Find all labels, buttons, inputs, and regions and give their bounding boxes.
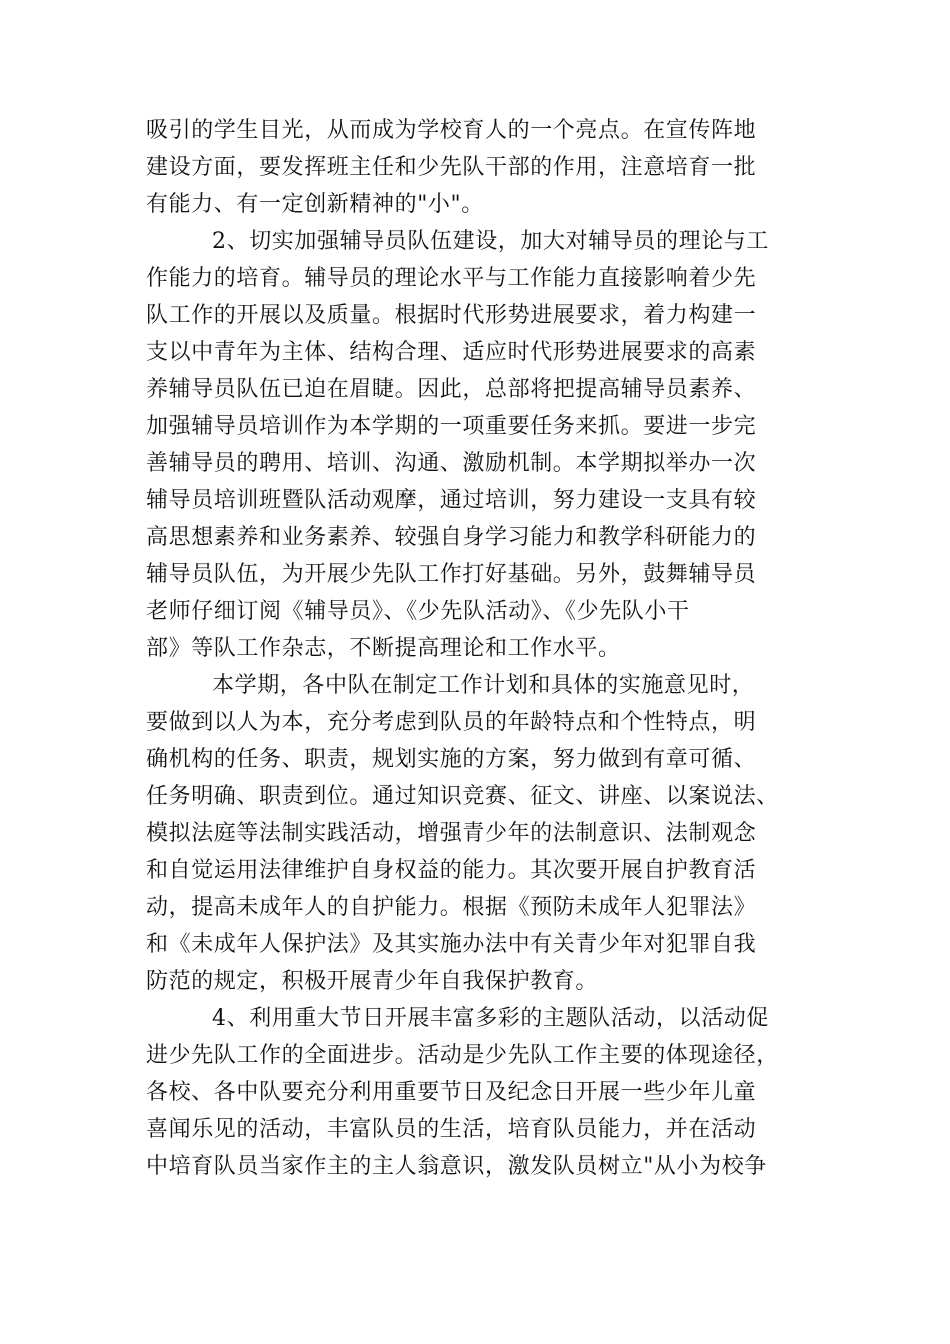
text-line: 各校、各中队要充分利用重要节日及纪念日开展一些少年儿童 bbox=[146, 1080, 757, 1105]
text-line: 本学期，各中队在制定工作计划和具体的实施意见时， bbox=[212, 673, 755, 698]
text-line: 有能力、有一定创新精神的"小"。 bbox=[146, 192, 484, 217]
text-line: 老师仔细订阅《辅导员》、《少先队活动》、《少先队小干 bbox=[146, 599, 690, 624]
text-line: 作能力的培育。辅导员的理论水平与工作能力直接影响着少先 bbox=[146, 266, 757, 291]
text-line: 4、利用重大节日开展丰富多彩的主题队活动，以活动促 bbox=[212, 1006, 769, 1031]
text-line: 任务明确、职责到位。通过知识竞赛、征文、讲座、以案说法、 bbox=[146, 784, 779, 809]
text-line: 养辅导员队伍已迫在眉睫。因此，总部将把提高辅导员素养、 bbox=[146, 377, 757, 402]
paragraph-2 bbox=[146, 223, 806, 667]
text-line: 进少先队工作的全面进步。活动是少先队工作主要的体现途径， bbox=[146, 1043, 779, 1068]
text-line: 辅导员培训班暨队活动观摩，通过培训，努力建设一支具有较 bbox=[146, 488, 757, 513]
text-line: 队工作的开展以及质量。根据时代形势进展要求，着力构建一 bbox=[146, 303, 757, 328]
text-line: 部》等队工作杂志，不断提高理论和工作水平。 bbox=[146, 636, 621, 661]
text-line: 喜闻乐见的活动，丰富队员的生活，培育队员能力，并在活动 bbox=[146, 1117, 757, 1142]
text-line: 防范的规定，积极开展青少年自我保护教育。 bbox=[146, 969, 599, 994]
text-line: 和自觉运用法律维护自身权益的能力。其次要开展自护教育活 bbox=[146, 858, 757, 883]
paragraph-1 bbox=[146, 112, 806, 223]
text-line: 模拟法庭等法制实践活动，增强青少年的法制意识、法制观念 bbox=[146, 821, 757, 846]
text-line: 加强辅导员培训作为本学期的一项重要任务来抓。要进一步完 bbox=[146, 414, 757, 439]
text-line: 中培育队员当家作主的主人翁意识，激发队员树立"从小为校争 bbox=[146, 1154, 767, 1179]
text-line: 高思想素养和业务素养、较强自身学习能力和教学科研能力的 bbox=[146, 525, 757, 550]
text-line: 动，提高未成年人的自护能力。根据《预防未成年人犯罪法》 bbox=[146, 895, 757, 920]
text-line: 吸引的学生目光，从而成为学校育人的一个亮点。在宣传阵地 bbox=[146, 118, 757, 143]
text-line: 要做到以人为本，充分考虑到队员的年龄特点和个性特点，明 bbox=[146, 710, 757, 735]
text-line: 和《未成年人保护法》及其实施办法中有关青少年对犯罪自我 bbox=[146, 932, 757, 957]
paragraph-3 bbox=[146, 667, 806, 1000]
text-line: 辅导员队伍，为开展少先队工作打好基础。另外，鼓舞辅导员 bbox=[146, 562, 757, 587]
document-page bbox=[146, 112, 806, 1185]
text-line: 确机构的任务、职责，规划实施的方案，努力做到有章可循、 bbox=[146, 747, 757, 772]
text-line: 支以中青年为主体、结构合理、适应时代形势进展要求的高素 bbox=[146, 340, 757, 365]
text-line: 善辅导员的聘用、培训、沟通、激励机制。本学期拟举办一次 bbox=[146, 451, 757, 476]
paragraph-4 bbox=[146, 1000, 806, 1185]
text-line: 建设方面，要发挥班主任和少先队干部的作用，注意培育一批 bbox=[146, 155, 757, 180]
text-line: 2、切实加强辅导员队伍建设，加大对辅导员的理论与工 bbox=[212, 229, 769, 254]
